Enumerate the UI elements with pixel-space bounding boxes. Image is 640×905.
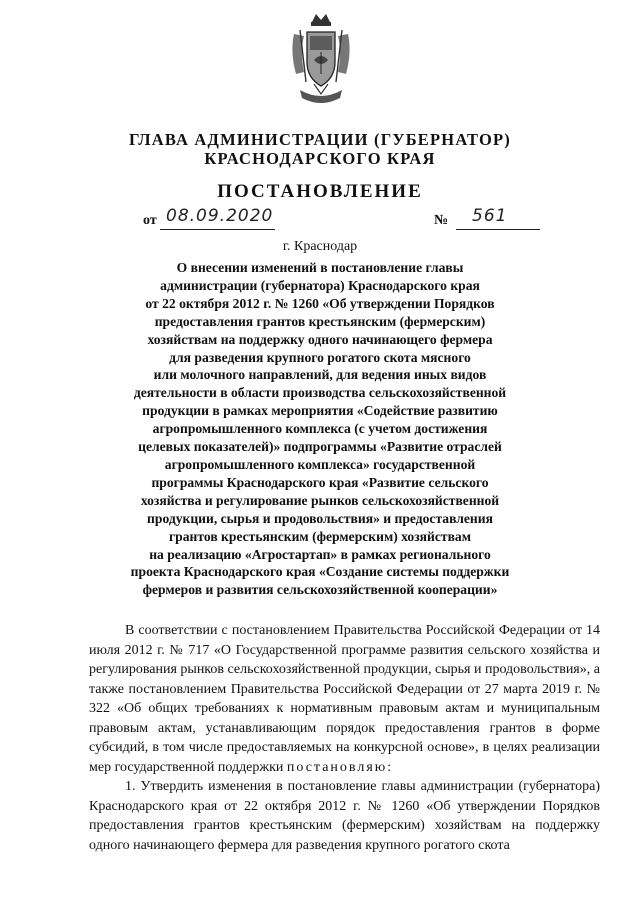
coat-of-arms-icon [286, 12, 356, 112]
number-underline [456, 229, 540, 230]
document-body [89, 621, 600, 855]
title-line: целевых показателей)» подпрограммы «Развитие отраслей [138, 439, 502, 455]
title-line: хозяйства и регулирование рынков сельскохозяйственной [140, 492, 500, 508]
title-line: от 22 октября 2012 г. № 1260 «Об утверждении Порядков [145, 295, 495, 311]
date-label: от [143, 213, 157, 228]
number-value: 561 [472, 206, 508, 226]
date-underline [160, 229, 275, 230]
authority-name-line2: КРАСНОДАРСКОГО КРАЯ [204, 149, 436, 168]
title-line: фермеров и развития сельскохозяйственной кооперации» [142, 582, 498, 598]
paragraph-text: В соответствии с постановлением Правительства Российской Федерации от 14 июля 2012 г. № 717 «О Государственной программе развития сельского хозяйства и регулирования рынков сельскохозяйственной продукции, сырья и продовольствия», а также постановлением Правительства Российской Федерации от 27 марта 2019 г. № 322 «Об общих требованиях к нормативным правовым актам и муниципальным правовым актам, устанавливающим порядок предоставления грантов в форме субсидий, в том числе предоставляемых на конкурсной основе», в целях реализации мер государственной поддержки [89, 623, 600, 775]
title-line: агропромышленного комплекса (с учетом достижения [152, 421, 488, 437]
title-line: грантов крестьянским (фермерским) хозяйствам [169, 528, 471, 544]
title-line: деятельности в области производства сельскохозяйственной [133, 385, 507, 401]
city: г. Краснодар [282, 239, 358, 254]
authority-name-line1: ГЛАВА АДМИНИСТРАЦИИ (ГУБЕРНАТОР) [129, 130, 511, 149]
title-line: на реализацию «Агростартап» в рамках регионального [149, 546, 491, 562]
title-line: или молочного направлений, для ведения иных видов [153, 367, 487, 383]
title-line: администрации (губернатора) Краснодарского края [160, 277, 480, 293]
document-type: ПОСТАНОВЛЕНИЕ [217, 181, 423, 202]
title-line: программы Краснодарского края «Развитие сельского [151, 474, 489, 490]
title-line: для разведения крупного рогатого скота мясного [169, 349, 471, 365]
body-paragraph [89, 621, 600, 777]
title-line: агропромышленного комплекса» государственной [164, 456, 476, 472]
date-value: 08.09.2020 [166, 206, 274, 226]
document-title [110, 259, 530, 599]
title-line: проекта Краснодарского края «Создание системы поддержки [130, 564, 510, 580]
title-line: хозяйствам на поддержку одного начинающего фермера [147, 331, 493, 347]
body-paragraph: 1. Утвердить изменения в постановление главы администрации (губернатора) Краснодарского края от 22 октября 2012 г. № 1260 «Об утверждении Порядков предоставления грантов крестьянским (фермерским) хозяйствам на поддержку одного начинающего фермера для разведения крупного рогатого скота [89, 779, 600, 853]
title-line: продукции, сырья и продовольствия» и предоставления [147, 510, 493, 526]
number-label: № [434, 213, 449, 228]
title-line: О внесении изменений в постановление главы [176, 260, 464, 275]
title-line: предоставления грантов крестьянским (фермерским) [154, 313, 486, 329]
title-line: продукции в рамках мероприятия «Содействие развитию [142, 403, 498, 419]
resolution-word: постановляю: [286, 759, 394, 775]
